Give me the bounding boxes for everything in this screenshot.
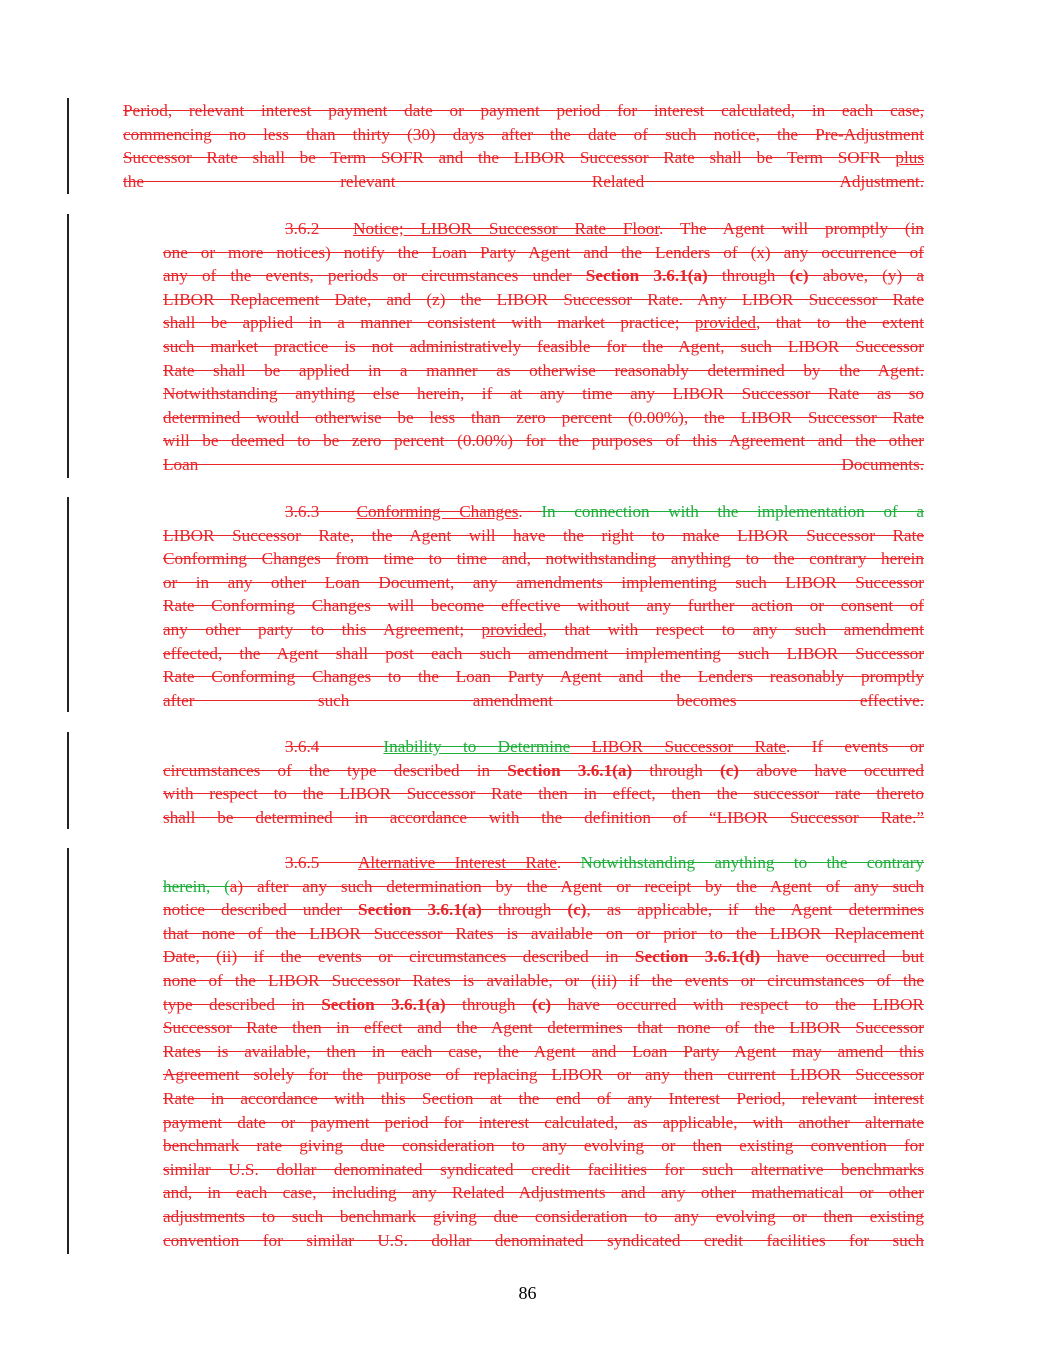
section-3-6-3: 3.6.3 Conforming Changes. In connection with the implementation of a LIBOR Successor Rate, the Agent will have the right to make LIBOR Successor Rate Conforming Changes from time to time and, notwithstanding anything to the contrary herein or in any other Loan Document, any amendments implementing such LIBOR Successor Rate Conforming Changes will become effective without any further action or consent of any other party to this Agreement; provided, that with respect to any such amendment effected, the Agent shall post each such amendment implementing such LIBOR Successor Rate Conforming Changes to the Loan Party Agent and the Lenders reasonably promptly after such amendment becomes effective.: [163, 502, 925, 710]
section-reference: Section 3.6.1(a): [358, 900, 482, 920]
section-reference: Section 3.6.1(d): [634, 947, 761, 967]
change-bar: [67, 214, 69, 478]
section-reference: (c): [531, 994, 552, 1014]
section-3-6-4: 3.6.4 Inability to Determine LIBOR Successor Rate. If events or circumstances of the type described in Section 3.6.1(a) through (c) above have occurred with respect to the LIBOR Successor Rate then in effect, then the successor rate thereto shall be determined in accordance with the definition of “LIBOR Successor Rate.”: [163, 737, 924, 827]
paragraph-continuation: Period, relevant interest payment date or payment period for interest calculated, in each case, commencing no less than thirty (30) days after the date of such notice, the Pre-Adjustment Successor Rate shall be Term SOFR and the LIBOR Successor Rate shall be Term SOFR plus the relevant Related Adjustment.: [123, 101, 924, 191]
inserted-text: In connection with the implementation of a: [541, 502, 925, 521]
section-reference: (c): [789, 266, 809, 286]
inserted-text: Notwithstanding anything to the contrary: [580, 853, 925, 872]
section-reference: Section 3.6.1(a): [585, 266, 708, 286]
section-number: 3.6.4: [285, 737, 320, 756]
inserted-text: herein, (: [163, 876, 230, 896]
section-reference: (c): [567, 900, 587, 920]
section-3-6-2: 3.6.2 Notice; LIBOR Successor Rate Floor. The Agent will promptly (in one or more notices) notify the Loan Party Agent and the Lenders of (x) any occurrence of any of the events, periods or circumstances under Section 3.6.1(a) through (c) above, (y) a LIBOR Replacement Date, and (z) the LIBOR Successor Rate. Any LIBOR Successor Rate shall be applied in a manner consistent with market practice; provided, that to the extent such market practice is not administratively feasible for the Agent, such LIBOR Successor Rate shall be applied in a manner as otherwise reasonably determined by the Agent. Notwithstanding anything else herein, if at any time any LIBOR Successor Rate as so determined would otherwise be less than zero percent (0.00%), the LIBOR Successor Rate will be deemed to be zero percent (0.00%) for the purposes of this Agreement and the other Loan Documents.: [163, 219, 924, 474]
change-bar: [67, 848, 69, 1254]
section-reference: Section 3.6.1(a): [321, 994, 446, 1014]
section-heading-inserted: Inability to Determine: [383, 737, 571, 756]
section-reference: Section 3.6.1(a): [507, 760, 633, 780]
section-heading: Alternative Interest Rate: [357, 853, 557, 872]
section-reference: (c): [719, 760, 740, 780]
section-heading: LIBOR Successor Rate: [570, 737, 787, 756]
plus-term: plus: [895, 148, 924, 168]
section-number: 3.6.5: [285, 853, 320, 872]
section-number: 3.6.2: [285, 219, 320, 238]
page-number: 86: [518, 1283, 537, 1303]
change-bar: [67, 98, 69, 194]
section-heading: Notice; LIBOR Successor Rate Floor: [353, 219, 660, 238]
change-bar: [67, 732, 69, 829]
section-heading: Conforming Changes: [356, 502, 519, 521]
section-3-6-5: 3.6.5 Alternative Interest Rate. Notwithstanding anything to the contrary herein, (a) after any such determination by the Agent or receipt by the Agent of any such notice described under Section 3.6.1(a) through (c), as applicable, if the Agent determines that none of the LIBOR Successor Rates is available on or prior to the LIBOR Replacement Date, (ii) if the events or circumstances described in Section 3.6.1(d) have occurred but none of the LIBOR Successor Rates is available, or (iii) if the events or circumstances of the type described in Section 3.6.1(a) through (c) have occurred with respect to the LIBOR Successor Rate then in effect and the Agent determines that none of the LIBOR Successor Rates is available, then in each case, the Agent and Loan Party Agent may amend this Agreement solely for the purpose of replacing LIBOR or any then current LIBOR Successor Rate in accordance with this Section at the end of any Interest Period, relevant interest payment date or payment period for interest calculated, as applicable, with another alternate benchmark rate giving due consideration to any evolving or then existing convention for similar U.S. dollar denominated syndicated credit facilities for such alternative benchmarks and, in each case, including any Related Adjustments and any other mathematical or other adjustments to such benchmark giving due consideration to any evolving or then existing convention for similar U.S. dollar denominated syndicated credit facilities for such: [163, 853, 925, 1250]
provided-term: provided: [694, 313, 756, 333]
change-bar: [67, 497, 69, 712]
provided-term: provided: [481, 619, 543, 639]
section-number: 3.6.3: [285, 502, 320, 521]
